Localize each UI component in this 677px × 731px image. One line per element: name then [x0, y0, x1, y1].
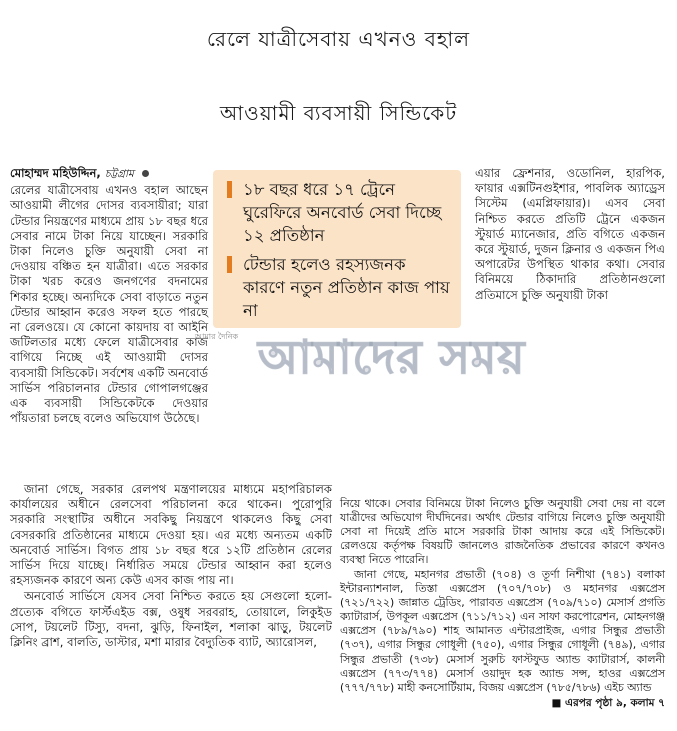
highlight-item — [227, 253, 451, 322]
watermark-brand: আমাদের সময় — [258, 330, 526, 384]
paragraph-6: জানা গেছে, মহানগর প্রভাতী (৭০৪) ও তূর্ণা নিশীথা (৭৪১) বলাকা ইন্টারন্যাশনাল, তিস্তা এক্সপ্রেস (৭০৭/৭০৮) ও মহানগর এক্সপ্রেস (৭২১/৭২২) জান্নাত ট্রেডিং, পারাবত এক্সপ্রেস (৭০৯/৭১০) মেসার্স প্রগতি ক্যাটারার্স, উপকূল এক্সপ্রেস (৭১১/৭১২) এন সাফা করপোরেশন, মোহনগঞ্জ এক্সপ্রেস (৭৮৯/৭৯০) শাহ আমানত এন্টারপ্রাইজ, এগার সিন্ধুর প্রভাতী (৭৩৭), এগার সিন্ধুর গোধূলী (৭৫০), এগার সিন্ধুর গোধূলী (৭৪৯), এগার সিন্ধুর প্রভাতী (৭৩৮) মেসার্স সুরুচি ফাস্টফুড অ্যান্ড ক্যাটারার্স, কালনী এক্সপ্রেস (৭৭৩/৭৭৪) মেসার্স ওয়াদুদ হক অ্যান্ড সন্স, হাওর এক্সপ্রেস (৭৭৭/৭৭৮) মাহী কনসোর্টিয়াম, বিজয় এক্সপ্রেস (৭৮৫/৭৮৬) এইচ অ্যান্ড — [340, 568, 665, 694]
paragraph-4: এয়ার ফ্রেশনার, ওডোনিল, হারপিক, ফায়ার এক্সটিনগুইশার, পাবলিক অ্যাড্রেস সিস্টেম (এমপ্লিফায়ার)। এসব সেবা নিশ্চিত করতে প্রতিটি ট্রেনে একজন স্টুয়ার্ড ম্যানেজার, প্রতি বগিতে একজন করে স্টুয়ার্ড, দুজন ক্লিনার ও একজন পিএ অপারেটর উপস্থিত থাকার কথা। সেবার বিনিময়ে ঠিকাদারি প্রতিষ্ঠানগুলো প্রতিমাসে চুক্তি অনুযায়ী টাকা — [475, 166, 665, 302]
article-column-right — [475, 166, 665, 304]
orange-bar-icon — [227, 256, 232, 273]
highlight-text-1: ১৮ বছর ধরে ১৭ ট্রেনে ঘুরেফিরে অনবোর্ড সেবা দিচ্ছে ১২ প্রতিষ্ঠান — [243, 180, 442, 245]
article-lead-narrow — [10, 183, 208, 426]
paragraph-3: অনবোর্ড সার্ভিসে যেসব সেবা নিশ্চিত করতে হয় সেগুলো হলো- প্রত্যেক বগিতে ফার্স্টএইড বক্স, ওষুধ সরবরাহ, তোয়ালে, লিকুইড সোপ, টয়লেট টিস্যু, বদনা, ঝুড়ি, ফিনাইল, শলাকা ঝাড়ু, টয়লেট ক্লিনিং ব্রাশ, বালতি, ডাস্টার, মশা মারার বৈদ্যুতিক ব্যাট, অ্যারোসল, — [10, 589, 332, 650]
bullet-dot-icon — [142, 170, 149, 177]
headline-line-2: আওয়ামী ব্যবসায়ী সিন্ডিকেট — [219, 101, 458, 125]
watermark-small-text: আমার দৈনিক — [195, 332, 239, 341]
byline-author: মোহাম্মদ মহিউদ্দিন, — [10, 166, 101, 180]
highlight-item — [227, 178, 451, 247]
article-column-lower-right — [340, 497, 665, 711]
article-column-lower-left — [10, 482, 332, 650]
byline-location: চট্টগ্রাম — [104, 168, 134, 180]
paragraph-1: রেলের যাত্রীসেবায় এখনও বহাল আছেন আওয়ামী লীগের দোসর ব্যবসায়ীরা; যারা টেন্ডার নিয়ন্ত্রণের মাধ্যমে প্রায় ১৮ বছর ধরে সেবার নামে টাকা নিয়ে যাচ্ছেন। সরকারি টাকা নিলেও চুক্তি অনুযায়ী সেবা না দেওয়ায় বঞ্চিত হন যাত্রীরা। এতে সরকার টাকা খরচ করেও জনগণের বদনামের শিকার হচ্ছে। অন্যদিকে সেবা বাড়াতে নতুন টেন্ডার আহ্বান করেও সফল হতে পারছে না রেলওয়ে। যে কোনো কায়দায় বা আইনি জটিলতার মধ্যে ফেলে যাত্রীসেবার কাজ বাগিয়ে নিচ্ছে এই আওয়ামী দোসর ব্যবসায়ী সিন্ডিকেট। সর্বশেষ একটি অনবোর্ড সার্ভিস পরিচালনার টেন্ডার গোপালগঞ্জের এক ব্যবসায়ী সিন্ডিকেটকে দেওয়ার পাঁয়তারা চলছে বলেও অভিযোগ উঠেছে। — [10, 183, 208, 426]
highlight-text-2: টেন্ডার হলেও রহস্যজনক কারণে নতুন প্রতিষ্ঠান কাজ পায় না — [243, 255, 450, 320]
highlight-box — [213, 170, 461, 328]
paragraph-2: জানা গেছে, সরকার রেলপথ মন্ত্রণালয়ের মাধ্যমে মহাপরিচালক কার্যালয়ের অধীনে রেলসেবা পরিচালনা করে থাকেন। পুরোপুরি সরকারি সংস্থাটির অধীনে সবকিছু নিয়ন্ত্রণে থাকলেও কিছু সেবা বেসরকারি প্রতিষ্ঠানের মাধ্যমে দেওয়া হয়। এর মধ্যে অন্যতম একটি অনবোর্ড সার্ভিস। বিগত প্রায় ১৮ বছর ধরে ১২টি প্রতিষ্ঠান রেলের সার্ভিস দিয়ে যাচ্ছে। নির্ধারিত সময়ে টেন্ডার আহ্বান করা হলেও রহস্যজনক কারণে অন্য কেউ এসব কাজ পায় না। — [10, 482, 332, 588]
orange-bar-icon — [227, 181, 232, 198]
paragraph-5: নিয়ে থাকে। সেবার বিনিময়ে টাকা নিলেও চুক্তি অনুযায়ী সেবা দেয় না বলে যাত্রীদের অভিযোগ দীর্ঘদিনের। অর্থাৎ টেন্ডার বাগিয়ে নিলেও চুক্তি অনুযায়ী সেবা না দিয়েই প্রতি মাসে সরকারি টাকা আদায় করে এই সিন্ডিকেট। রেলওয়ে কর্তৃপক্ষ বিষয়টি জানলেও রাজনৈতিক প্রভাবের কারণে কখনও ব্যবস্থা নিতে পারেনি। — [340, 497, 665, 567]
continued-on-page[interactable]: ■ এরপর পৃষ্ঠা ৯, কলাম ৭ — [551, 696, 665, 709]
headline-line-1: রেলে যাত্রীসেবায় এখনও বহাল — [206, 27, 471, 51]
